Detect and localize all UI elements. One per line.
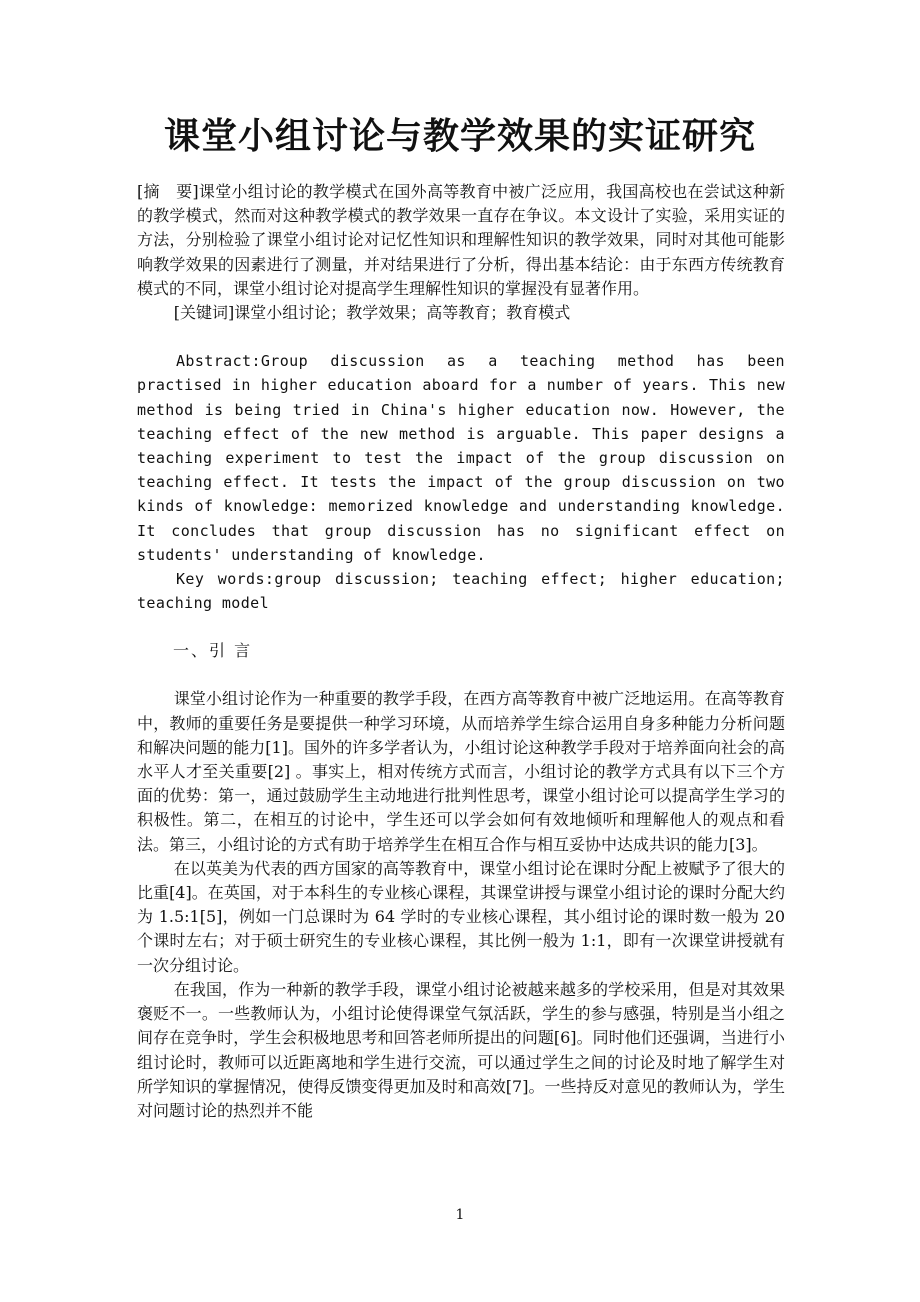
- keywords-chinese: [关键词]课堂小组讨论；教学效果；高等教育；教育模式: [173, 303, 571, 323]
- paper-body: [137, 180, 785, 1123]
- body-paragraph: 课堂小组讨论作为一种重要的教学手段，在西方高等教育中被广泛地运用。在高等教育中，教师的重要任务是要提供一种学习环境，从而培养学生综合运用自身多种能力分析问题和解决问题的能力[1]。国外的许多学者认为，小组讨论这种教学手段对于培养面向社会的高水平人才至关重要[2] 。事实上，相对传统方式而言，小组讨论的教学方式具有以下三个方面的优势：第一，通过鼓励学生主动地进行批判性思考，课堂小组讨论可以提高学生学习的积极性。第二，在相互的讨论中，学生还可以学会如何有效地倾听和理解他人的观点和看法。第三，小组讨论的方式有助于培养学生在相互合作与相互妥协中达成共识的能力[3]。: [137, 689, 785, 854]
- page-number: 1: [455, 1207, 465, 1223]
- abstract-english: Abstract:Group discussion as a teaching method has been practised in higher education aboard for a number of years. This new method is being tried in China's higher education now. However, the teaching effect of the new method is arguable. This paper designs a teaching experiment to test the impact of the group discussion on teaching effect. It tests the impact of the group discussion on two kinds of knowledge: memorized knowledge and understanding knowledge. It concludes that group discussion has no significant effect on students' understanding of knowledge.: [137, 352, 785, 564]
- spacer: [137, 325, 785, 349]
- paper-title: 课堂小组讨论与教学效果的实证研究: [163, 115, 756, 157]
- body-paragraph: 在以英美为代表的西方国家的高等教育中，课堂小组讨论在课时分配上被赋予了很大的比重[4]。在英国，对于本科生的专业核心课程，其课堂讲授与课堂小组讨论的课时分配大约为 1.5:1[5]，例如一门总课时为 64 学时的专业核心课程，其小组讨论的课时数一般为 20 个课时左右；对于硕士研究生的专业核心课程，其比例一般为 1:1，即有一次课堂讲授就有一次分组讨论。: [137, 858, 785, 975]
- body-paragraph: 在我国，作为一种新的教学手段，课堂小组讨论被越来越多的学校采用，但是对其效果褒贬不一。一些教师认为，小组讨论使得课堂气氛活跃，学生的参与感强，特别是当小组之间存在竞争时，学生会积极地思考和回答老师所提出的问题[6]。同时他们还强调，当进行小组讨论时，教师可以近距离地和学生进行交流，可以通过学生之间的讨论及时地了解学生对所学知识的掌握情况，使得反馈变得更加及时和高效[7]。一些持反对意见的教师认为，学生对问题讨论的热烈并不能: [137, 979, 785, 1120]
- keywords-english: Key words:group discussion; teaching effect; higher education; teaching model: [137, 570, 785, 613]
- spacer: [137, 615, 785, 639]
- abstract-chinese: [摘 要]课堂小组讨论的教学模式在国外高等教育中被广泛应用，我国高校也在尝试这种新的教学模式，然而对这种教学模式的教学效果一直存在争议。本文设计了实验，采用实证的方法，分别检验了课堂小组讨论对记忆性知识和理解性知识的教学效果，同时对其他可能影响教学效果的因素进行了测量，并对结果进行了分析，得出基本结论：由于东西方传统教育模式的不同，课堂小组讨论对提高学生理解性知识的掌握没有显著作用。: [137, 182, 785, 298]
- spacer: [137, 663, 785, 687]
- section-heading-introduction: 一、引 言: [173, 641, 253, 661]
